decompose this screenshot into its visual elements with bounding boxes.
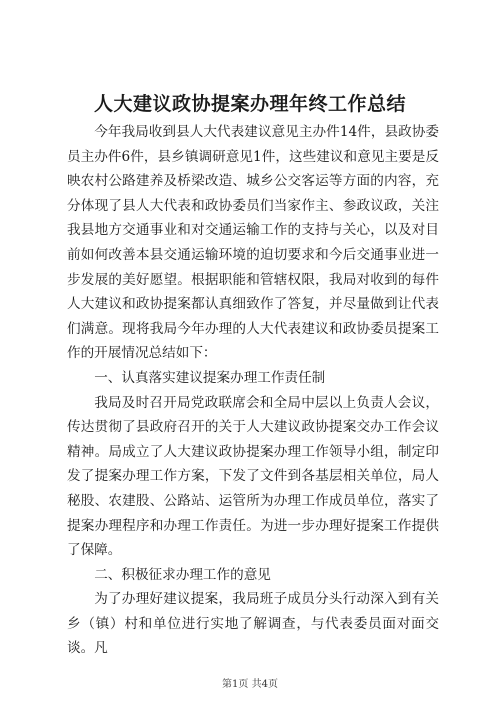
body-paragraph: 为了办理好建议提案，我局班子成员分头行动深入到有关乡（镇）村和单位进行实地了解调查，与代表委员面对面交谈。凡 (67, 591, 439, 657)
body-paragraph: 今年我局收到县人大代表建议意见主办件14件，县政协委员主办件6件，县乡镇调研意见1件，这些建议和意见主要是反映农村公路建养及桥梁改造、城乡公交客运等方面的内容，充分体现了县人大代表和政协委员们当家作主、参政议政，关注我县地方交通事业和对交通运输工作的支持与关心，以及对目前如何改善本县交通运输环境的迫切要求和今后交通事业进一步发展的美好愿望。根据职能和管辖权限，我局对收到的每件人大建议和政协提案都认真细致作了答复，并尽量做到让代表们满意。现将我局今年办理的人大代表建议和政协委员提案工作的开展情况总结如下： (67, 124, 439, 362)
document-title: 人大建议政协提案办理年终工作总结 (93, 93, 406, 115)
section-heading: 一、认真落实建议提案办理工作责任制 (94, 369, 326, 386)
document-body (67, 120, 439, 661)
page-footer: 第1页 共4页 (222, 679, 278, 690)
section-heading: 二、积极征求办理工作的意见 (94, 566, 271, 583)
body-paragraph: 我局及时召开局党政联席会和全局中层以上负责人会议，传达贯彻了县政府召开的关于人大建议政协提案交办工作会议精神。局成立了人大建议政协提案办理工作领导小组，制定印发了提案办理工作方案，下发了文件到各基层相关单位，局人秘股、农建股、公路站、运管所为办理工作成员单位，落实了提案办理程序和办理工作责任。为进一步办理好提案工作提供了保障。 (67, 394, 439, 559)
